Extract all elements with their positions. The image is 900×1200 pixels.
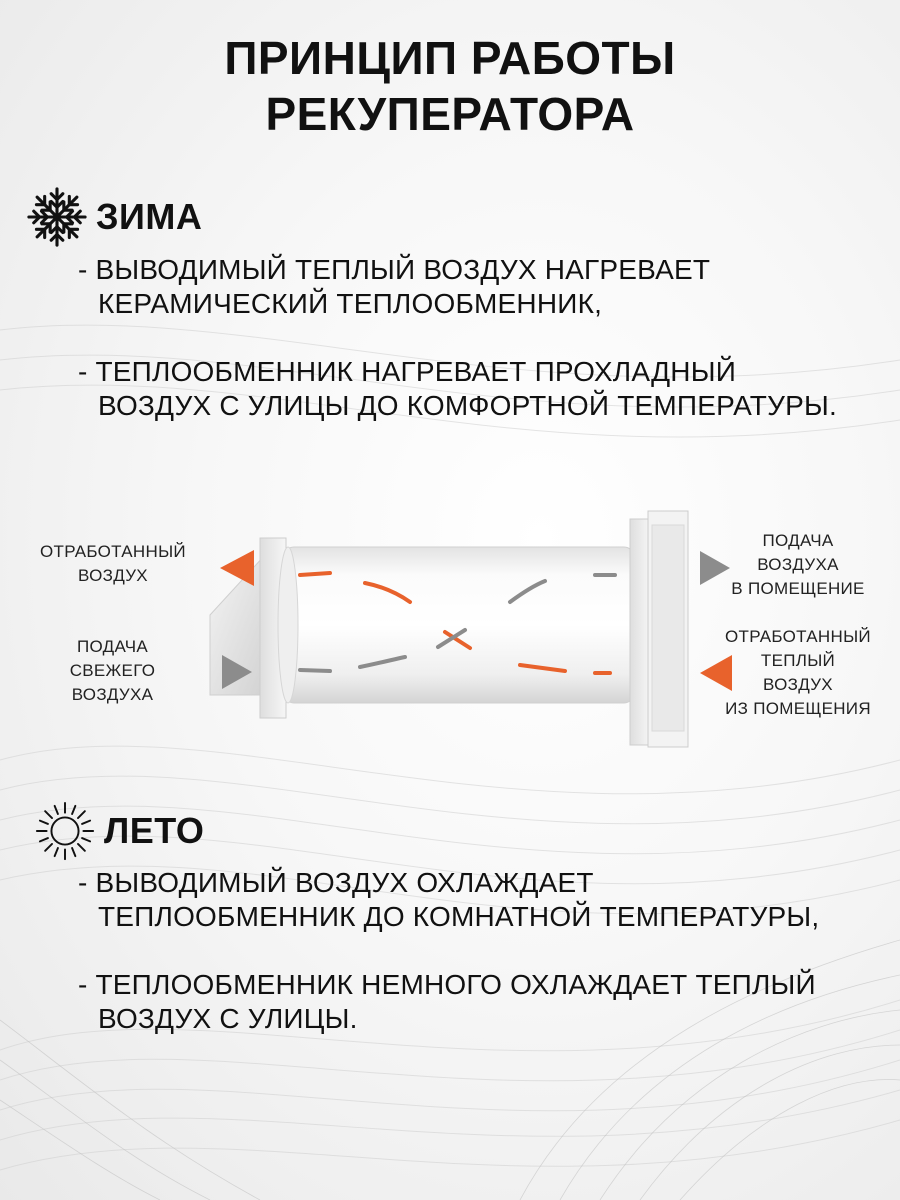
- winter-point-1: [78, 253, 837, 321]
- summer-point-2-line-1: - ТЕПЛООБМЕННИК НЕМНОГО ОХЛАЖДАЕТ ТЕПЛЫЙ: [78, 969, 816, 1000]
- winter-label: ЗИМА: [96, 196, 203, 237]
- label-fresh-in-line-1: ПОДАЧА: [76, 637, 149, 656]
- label-exhaust-out: [18, 540, 208, 588]
- summer-heading: [34, 800, 204, 862]
- summer-label: ЛЕТО: [104, 810, 205, 851]
- label-supply-room-line-1: ПОДАЧА: [762, 531, 834, 550]
- summer-point-2-line-2: ВОЗДУХ С УЛИЦЫ.: [98, 1003, 358, 1034]
- label-exhaust-out-line-1: ОТРАБОТАННЫЙ: [40, 542, 186, 561]
- exhaust-out-arrow-icon: [220, 550, 254, 586]
- page-title-line-2: РЕКУПЕРАТОРА: [265, 88, 635, 140]
- page-title-line-1: ПРИНЦИП РАБОТЫ: [224, 32, 676, 84]
- winter-point-2-line-1: - ТЕПЛООБМЕННИК НАГРЕВАЕТ ПРОХЛАДНЫЙ: [78, 356, 737, 387]
- winter-heading: [26, 186, 202, 248]
- label-exhaust-room-line-2: ТЕПЛЫЙ: [760, 651, 836, 670]
- label-fresh-in: [40, 635, 185, 707]
- recuperator-device: [190, 505, 710, 750]
- winter-point-2-line-2: ВОЗДУХ С УЛИЦЫ ДО КОМФОРТНОЙ ТЕМПЕРАТУРЫ.: [98, 390, 837, 421]
- label-supply-room-line-3: В ПОМЕЩЕНИЕ: [731, 579, 865, 598]
- winter-description: [78, 253, 837, 423]
- summer-point-1: [78, 866, 819, 934]
- sun-icon: [34, 800, 96, 862]
- label-supply-room: [718, 529, 878, 601]
- summer-point-1-line-2: ТЕПЛООБМЕННИК ДО КОМНАТНОЙ ТЕМПЕРАТУРЫ,: [98, 901, 820, 932]
- label-exhaust-room-line-4: ИЗ ПОМЕЩЕНИЯ: [725, 699, 871, 718]
- snowflake-icon: [26, 186, 88, 248]
- label-exhaust-room: [712, 625, 884, 721]
- label-exhaust-room-line-3: ВОЗДУХ: [763, 675, 833, 694]
- winter-point-2: [78, 355, 837, 423]
- summer-point-1-line-1: - ВЫВОДИМЫЙ ВОЗДУХ ОХЛАЖДАЕТ: [78, 867, 594, 898]
- inner-flange: [630, 519, 650, 745]
- label-exhaust-out-line-2: ВОЗДУХ: [78, 566, 148, 585]
- summer-description: [78, 866, 819, 1036]
- page-title: [0, 30, 900, 142]
- winter-point-1-line-2: КЕРАМИЧЕСКИЙ ТЕПЛООБМЕННИК,: [98, 288, 603, 319]
- fresh-in-arrow-icon: [222, 655, 252, 689]
- duct-tube: [284, 547, 634, 703]
- label-fresh-in-line-3: ВОЗДУХА: [71, 685, 154, 704]
- winter-point-1-line-1: - ВЫВОДИМЫЙ ТЕПЛЫЙ ВОЗДУХ НАГРЕВАЕТ: [78, 254, 711, 285]
- summer-point-2: [78, 968, 819, 1036]
- label-supply-room-line-2: ВОЗДУХА: [757, 555, 839, 574]
- label-fresh-in-line-2: СВЕЖЕГО: [69, 661, 156, 680]
- label-exhaust-room-line-1: ОТРАБОТАННЫЙ: [725, 627, 871, 646]
